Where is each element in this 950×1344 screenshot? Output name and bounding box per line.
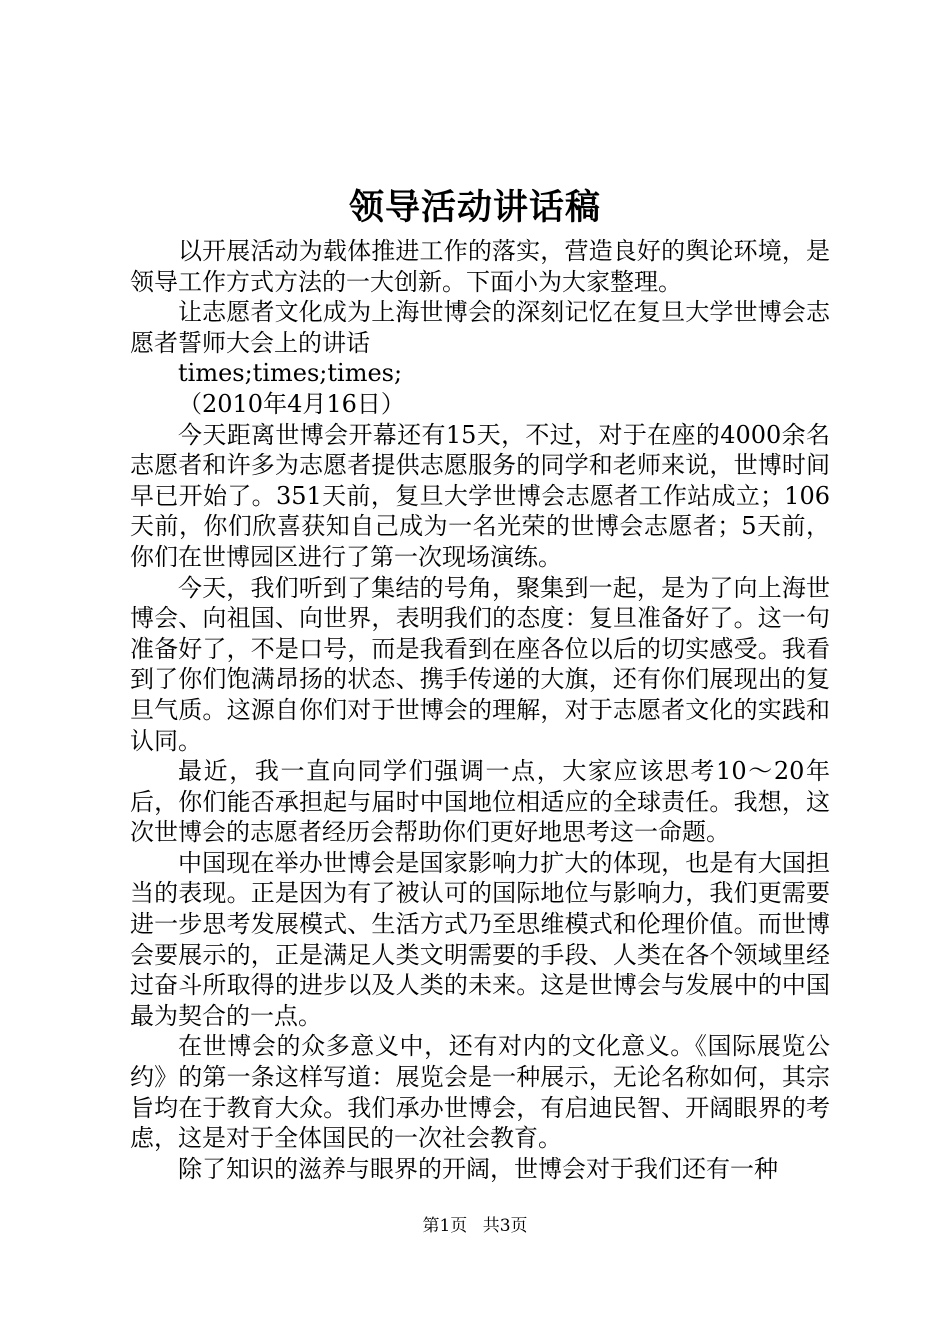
paragraph-intro: 以开展活动为载体推进工作的落实，营造良好的舆论环境，是领导工作方式方法的一大创新。下面小为大家整理。	[130, 237, 830, 296]
paragraph-body: 在世博会的众多意义中，还有对内的文化意义。《国际展览公约》的第一条这样写道：展览会是一种展示，无论名称如何，其宗旨均在于教育大众。我们承办世博会，有启迪民智、开阔眼界的考虑，这是对于全体国民的一次社会教育。	[130, 1032, 830, 1153]
paragraph-body: 中国现在举办世博会是国家影响力扩大的体现，也是有大国担当的表现。正是因为有了被认可的国际地位与影响力，我们更需要进一步思考发展模式、生活方式乃至思维模式和伦理价值。而世博会要展示的，正是满足人类文明需要的手段、人类在各个领域里经过奋斗所取得的进步以及人类的未来。这是世博会与发展中的中国最为契合的一点。	[130, 848, 830, 1030]
document-body	[130, 236, 830, 1184]
paragraph-date: （2010年4月16日）	[178, 389, 405, 418]
paragraph-times-artifact: times;times;times;	[178, 359, 403, 388]
page-number-total: 共3页	[482, 1216, 528, 1236]
page-footer	[0, 1214, 950, 1238]
paragraph-body: 最近，我一直向同学们强调一点，大家应该思考10～20年后，你们能否承担起与届时中国地位相适应的全球责任。我想，这次世博会的志愿者经历会帮助你们更好地思考这一命题。	[130, 757, 830, 847]
paragraph-body: 今天距离世博会开幕还有15天，不过，对于在座的4000余名志愿者和许多为志愿者提供志愿服务的同学和老师来说，世博时间早已开始了。351天前，复旦大学世博会志愿者工作站成立；106天前，你们欣喜获知自己成为一名光荣的世博会志愿者；5天前，你们在世博园区进行了第一次现场演练。	[130, 420, 830, 571]
page-number-current: 第1页	[422, 1216, 468, 1236]
page-title: 领导活动讲话稿	[348, 187, 601, 228]
paragraph-body: 今天，我们听到了集结的号角，聚集到一起，是为了向上海世博会、向祖国、向世界，表明我们的态度：复旦准备好了。这一句准备好了，不是口号，而是我看到在座各位以后的切实感受。我看到了你们饱满昂扬的状态、携手传递的大旗，还有你们展现出的复旦气质。这源自你们对于世博会的理解，对于志愿者文化的实践和认同。	[130, 573, 830, 755]
paragraph-speech-heading: 让志愿者文化成为上海世博会的深刻记忆在复旦大学世博会志愿者誓师大会上的讲话	[130, 298, 830, 357]
paragraph-body: 除了知识的滋养与眼界的开阔，世博会对于我们还有一种	[178, 1154, 778, 1183]
